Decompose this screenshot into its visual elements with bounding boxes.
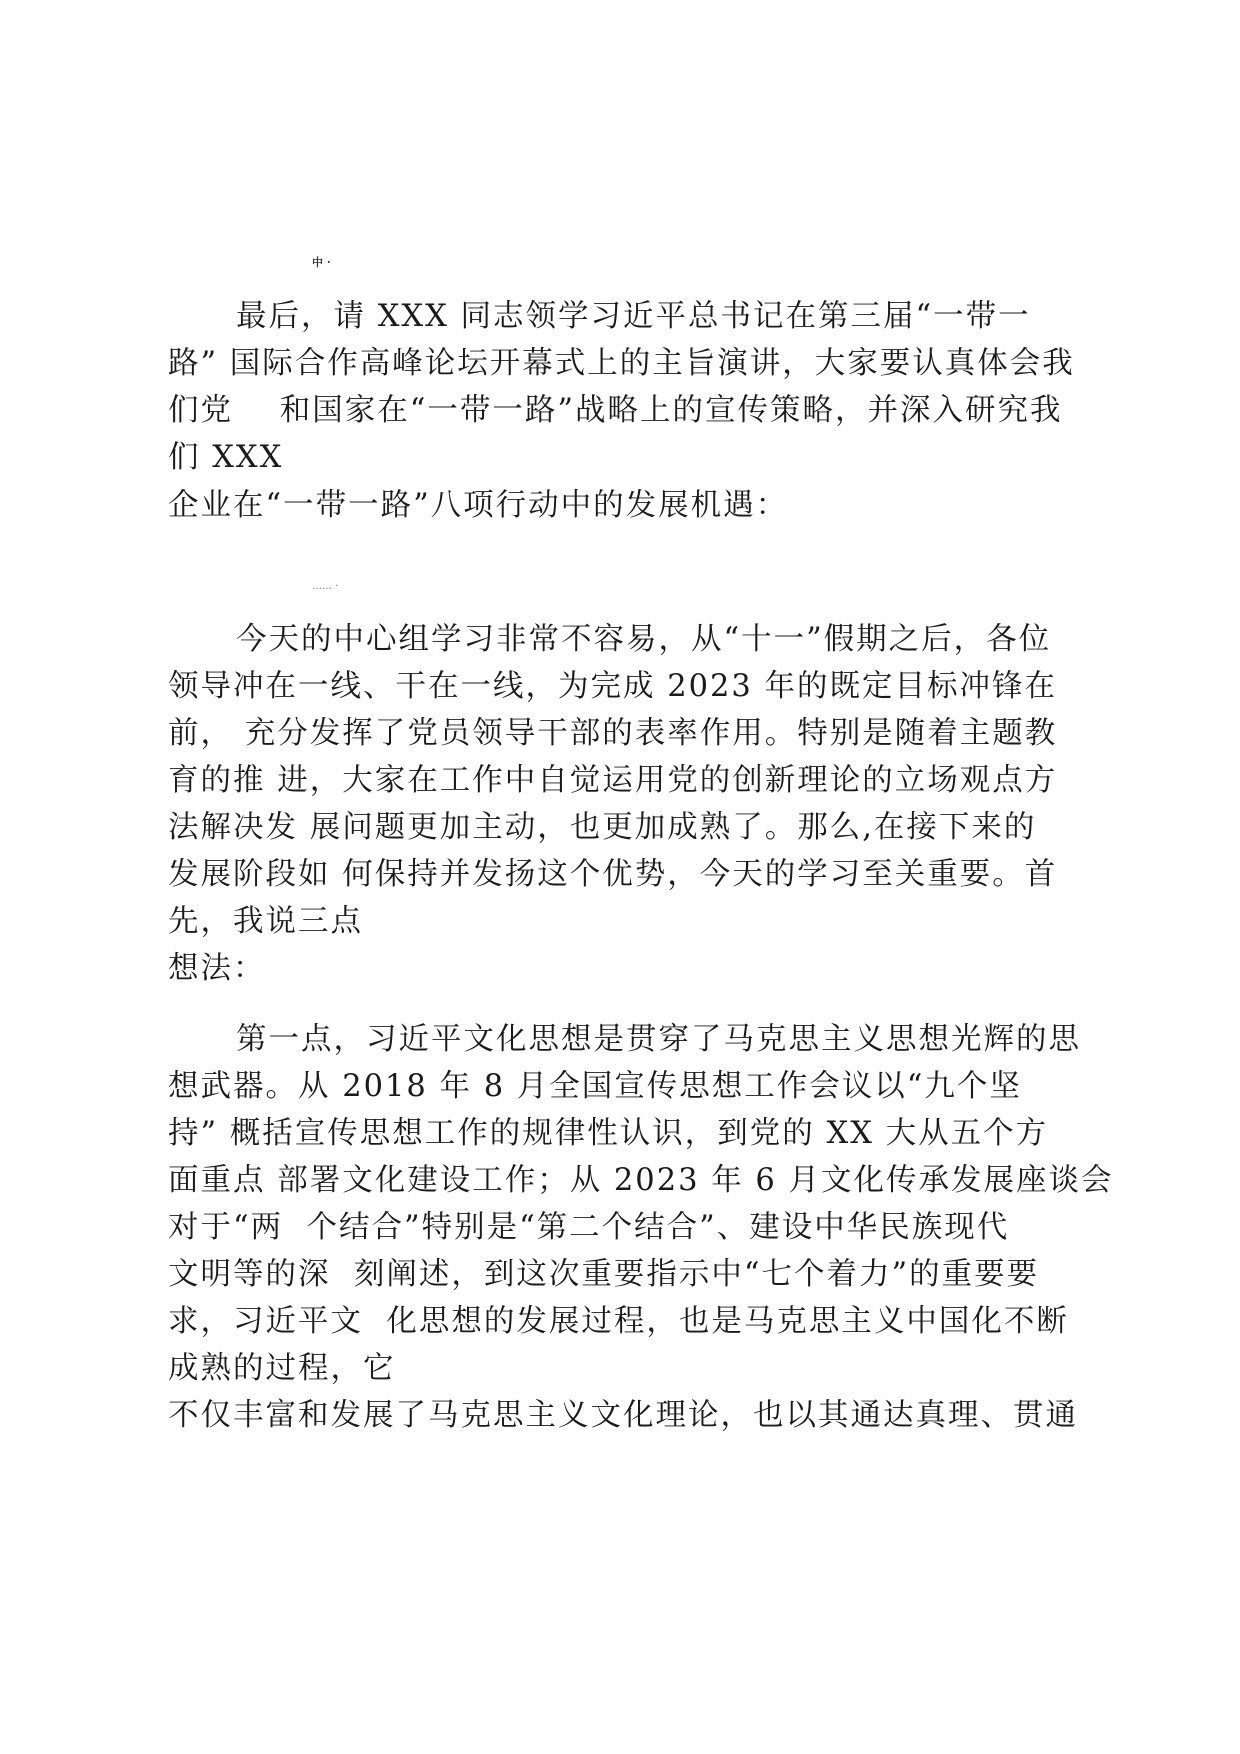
text-line: 想武器。从 2018 年 8 月全国宣传思想工作会议以“九个坚 <box>168 1069 1022 1104</box>
text-line: 文明等的深 刻阐述，到这次重要指示中“七个着力”的重要要 <box>168 1257 1040 1292</box>
text-line: 企业在“一带一路”八项行动中的发展机遇： <box>168 488 789 523</box>
text-line: 法解决发 展问题更加主动，也更加成熟了。那么,在接下来的 <box>168 810 1037 845</box>
text-line: 第一点，习近平文化思想是贯穿了马克思主义思想光辉的思 <box>236 1022 1081 1057</box>
text-line: 求，习近平文 化思想的发展过程，也是马克思主义中国化不断 <box>168 1304 1069 1339</box>
text-line: 最后，请 XXX 同志领学习近平总书记在第三届“一带一 <box>236 299 1031 334</box>
text-line: 育的推 进，大家在工作中自觉运用党的创新理论的立场观点方 <box>168 763 1058 798</box>
text-line: 发展阶段如 何保持并发扬这个优势，今天的学习至关重要。首 <box>168 857 1058 892</box>
text-line: 先，我说三点 <box>168 904 363 939</box>
text-line: 领导冲在一线、干在一线，为完成 2023 年的既定目标冲锋在 <box>168 669 1058 704</box>
text-line: 路” 国际合作高峰论坛开幕式上的主旨演讲，大家要认真体会我 <box>168 346 1075 381</box>
text-line: 对于“两 个结合”特别是“第二个结合”、建设中华民族现代 <box>168 1210 1010 1245</box>
section-marker: 中 · <box>312 256 331 269</box>
paragraph-closing-remarks <box>168 293 1128 481</box>
text-line: 们党 和国家在“一带一路”战略上的宣传策略，并深入研究我 <box>168 393 1063 428</box>
text-line: 面重点 部署文化建设工作；从 2023 年 6 月文化传承发展座谈会 <box>168 1163 1114 1198</box>
paragraph-enterprise-opportunity <box>168 482 1128 529</box>
text-line: 不仅丰富和发展了马克思主义文化理论，也以其通达真理、贯通 <box>168 1398 1078 1433</box>
section-divider-marker: …… · <box>312 581 339 592</box>
text-line: 想法： <box>168 951 266 986</box>
text-line: 们 XXX <box>168 440 284 475</box>
text-line: 今天的中心组学习非常不容易，从“十一”假期之后，各位 <box>236 622 1052 657</box>
paragraph-point-one <box>168 1016 1128 1439</box>
text-line: 持” 概括宣传思想工作的规律性认识，到党的 XX 大从五个方 <box>168 1116 1049 1151</box>
paragraph-study-intro <box>168 616 1128 992</box>
text-line: 成熟的过程，它 <box>168 1351 396 1386</box>
text-line: 前， 充分发挥了党员领导干部的表率作用。特别是随着主题教 <box>168 716 1058 751</box>
